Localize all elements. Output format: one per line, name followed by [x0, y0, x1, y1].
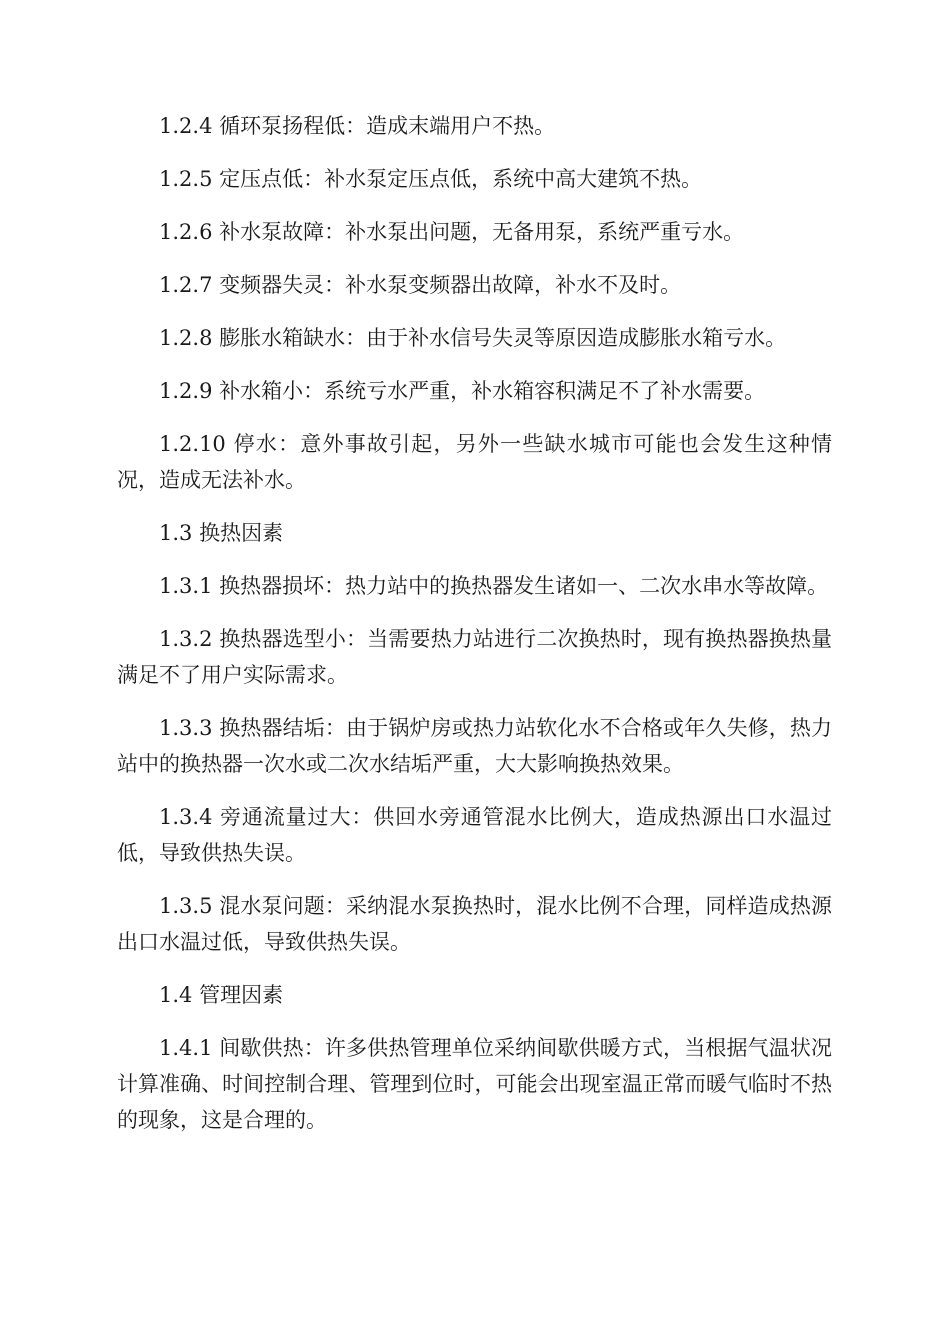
paragraph-1-2-6: 1.2.6 补水泵故障：补水泵出问题，无备用泵，系统严重亏水。 [159, 220, 745, 244]
paragraph-1-3-5: 1.3.5 混水泵问题：采纳混水泵换热时，混水比例不合理，同样造成热源出口水温过低，导致供热失误。 [117, 894, 832, 954]
section-heading-1-4: 1.4 管理因素 [159, 983, 284, 1007]
paragraph-1-3-2: 1.3.2 换热器选型小：当需要热力站进行二次换热时，现有换热器换热量满足不了用户实际需求。 [117, 627, 832, 687]
paragraph-1-2-5: 1.2.5 定压点低：补水泵定压点低，系统中高大建筑不热。 [159, 167, 703, 191]
paragraph-1-3-1: 1.3.1 换热器损坏：热力站中的换热器发生诸如一、二次水串水等故障。 [159, 574, 829, 598]
paragraph-1-3-3: 1.3.3 换热器结垢：由于锅炉房或热力站软化水不合格或年久失修，热力站中的换热器一次水或二次水结垢严重，大大影响换热效果。 [117, 716, 832, 776]
paragraph-1-2-10: 1.2.10 停水：意外事故引起，另外一些缺水城市可能也会发生这种情况，造成无法补水。 [117, 432, 832, 492]
paragraph-1-2-8: 1.2.8 膨胀水箱缺水：由于补水信号失灵等原因造成膨胀水箱亏水。 [159, 326, 787, 350]
paragraph-1-3-4: 1.3.4 旁通流量过大：供回水旁通管混水比例大，造成热源出口水温过低，导致供热失误。 [117, 805, 832, 865]
paragraph-1-2-9: 1.2.9 补水箱小：系统亏水严重，补水箱容积满足不了补水需要。 [159, 379, 766, 403]
paragraph-1-4-1: 1.4.1 间歇供热：许多供热管理单位采纳间歇供暖方式，当根据气温状况计算准确、时间控制合理、管理到位时，可能会出现室温正常而暖气临时不热的现象，这是合理的。 [117, 1036, 832, 1132]
paragraph-1-2-4: 1.2.4 循环泵扬程低：造成末端用户不热。 [159, 114, 556, 138]
section-heading-1-3: 1.3 换热因素 [159, 521, 284, 545]
document-page [117, 108, 832, 1155]
paragraph-1-2-7: 1.2.7 变频器失灵：补水泵变频器出故障，补水不及时。 [159, 273, 682, 297]
